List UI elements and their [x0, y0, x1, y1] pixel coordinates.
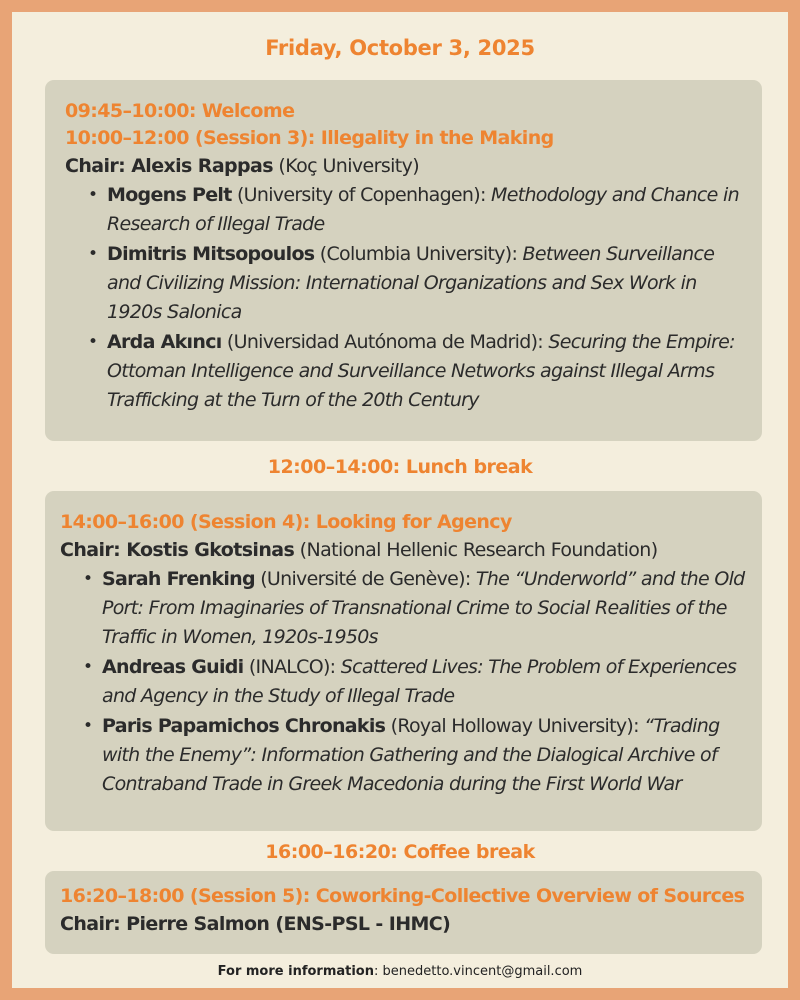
chair-name: Alexis Rappas	[131, 155, 273, 177]
talk-item	[88, 181, 752, 239]
speaker-affiliation: (Royal Holloway University):	[385, 715, 645, 737]
speaker-name: Dimitris Mitsopoulos	[107, 243, 315, 265]
footer	[12, 964, 788, 979]
bullet-icon: •	[83, 657, 93, 677]
speaker-affiliation: (INALCO):	[243, 656, 341, 678]
talk-title: Scattered Lives: The Problem of Experiences and Agency in the Study of Illegal Trade	[102, 656, 737, 707]
session-3-talks	[65, 181, 752, 415]
session-3-chair	[65, 152, 752, 181]
day-title: Friday, October 3, 2025	[265, 36, 535, 60]
program-page	[12, 12, 788, 988]
speaker-name: Mogens Pelt	[107, 184, 232, 206]
talk-item	[88, 328, 752, 415]
coffee-break: 16:00–16:20: Coffee break	[265, 841, 535, 863]
talk-item	[83, 712, 752, 799]
welcome-slot: 09:45–10:00: Welcome	[65, 100, 295, 122]
speaker-name: Sarah Frenking	[102, 568, 255, 590]
chair-label: Chair:	[65, 155, 132, 177]
speaker-name: Arda Akıncı	[107, 331, 222, 353]
session-4-talks	[60, 565, 752, 799]
bullet-icon: •	[83, 716, 93, 736]
session-5-chair: Chair: Pierre Salmon (ENS-PSL - IHMC)	[60, 913, 451, 935]
bullet-icon: •	[88, 244, 98, 264]
talk-item	[83, 565, 752, 652]
contact-email[interactable]: benedetto.vincent@gmail.com	[382, 964, 583, 979]
footer-label: For more information	[217, 964, 374, 979]
session-3-panel	[45, 80, 762, 441]
speaker-name: Andreas Guidi	[102, 656, 244, 678]
speaker-affiliation: (University of Copenhagen):	[231, 184, 492, 206]
chair-name: Kostis Gkotsinas	[126, 539, 295, 561]
session-4-title: 14:00–16:00 (Session 4): Looking for Agency	[60, 511, 512, 533]
session-4-chair	[60, 536, 752, 565]
speaker-affiliation: (Universidad Autónoma de Madrid):	[221, 331, 549, 353]
speaker-affiliation: (Université de Genève):	[254, 568, 476, 590]
talk-title: Methodology and Chance in Research of Illegal Trade	[107, 184, 739, 235]
speaker-name: Paris Papamichos Chronakis	[102, 715, 386, 737]
session-3-title: 10:00–12:00 (Session 3): Illegality in the Making	[65, 127, 554, 149]
session-5-panel	[45, 871, 762, 954]
footer-separator: :	[374, 964, 383, 979]
bullet-icon: •	[88, 332, 98, 352]
talk-title: “Trading with the Enemy”: Information Gathering and the Dialogical Archive of Contraband Trade in Greek Macedonia during the First World War	[102, 715, 720, 795]
talk-title: Between Surveillance and Civilizing Mission: International Organizations and Sex Work in 1920s Salonica	[107, 243, 715, 323]
chair-label: Chair:	[60, 539, 127, 561]
talk-title: Securing the Empire: Ottoman Intelligence and Surveillance Networks against Illegal Arms Trafficking at the Turn of the 20th Century	[107, 331, 735, 411]
speaker-affiliation: (Columbia University):	[314, 243, 523, 265]
talk-title: The “Underworld” and the Old Port: From Imaginaries of Transnational Crime to Social Realities of the Traffic in Women, 1920s-1950s	[102, 568, 745, 648]
bullet-icon: •	[83, 569, 93, 589]
session-4-panel	[45, 491, 762, 831]
chair-affiliation: (National Hellenic Research Foundation)	[294, 539, 658, 561]
talk-item	[88, 240, 752, 327]
bullet-icon: •	[88, 185, 98, 205]
lunch-break: 12:00–14:00: Lunch break	[267, 456, 533, 478]
talk-item	[83, 653, 752, 711]
chair-affiliation: (Koç University)	[272, 155, 420, 177]
session-5-title: 16:20–18:00 (Session 5): Coworking-Collective Overview of Sources	[60, 885, 745, 907]
